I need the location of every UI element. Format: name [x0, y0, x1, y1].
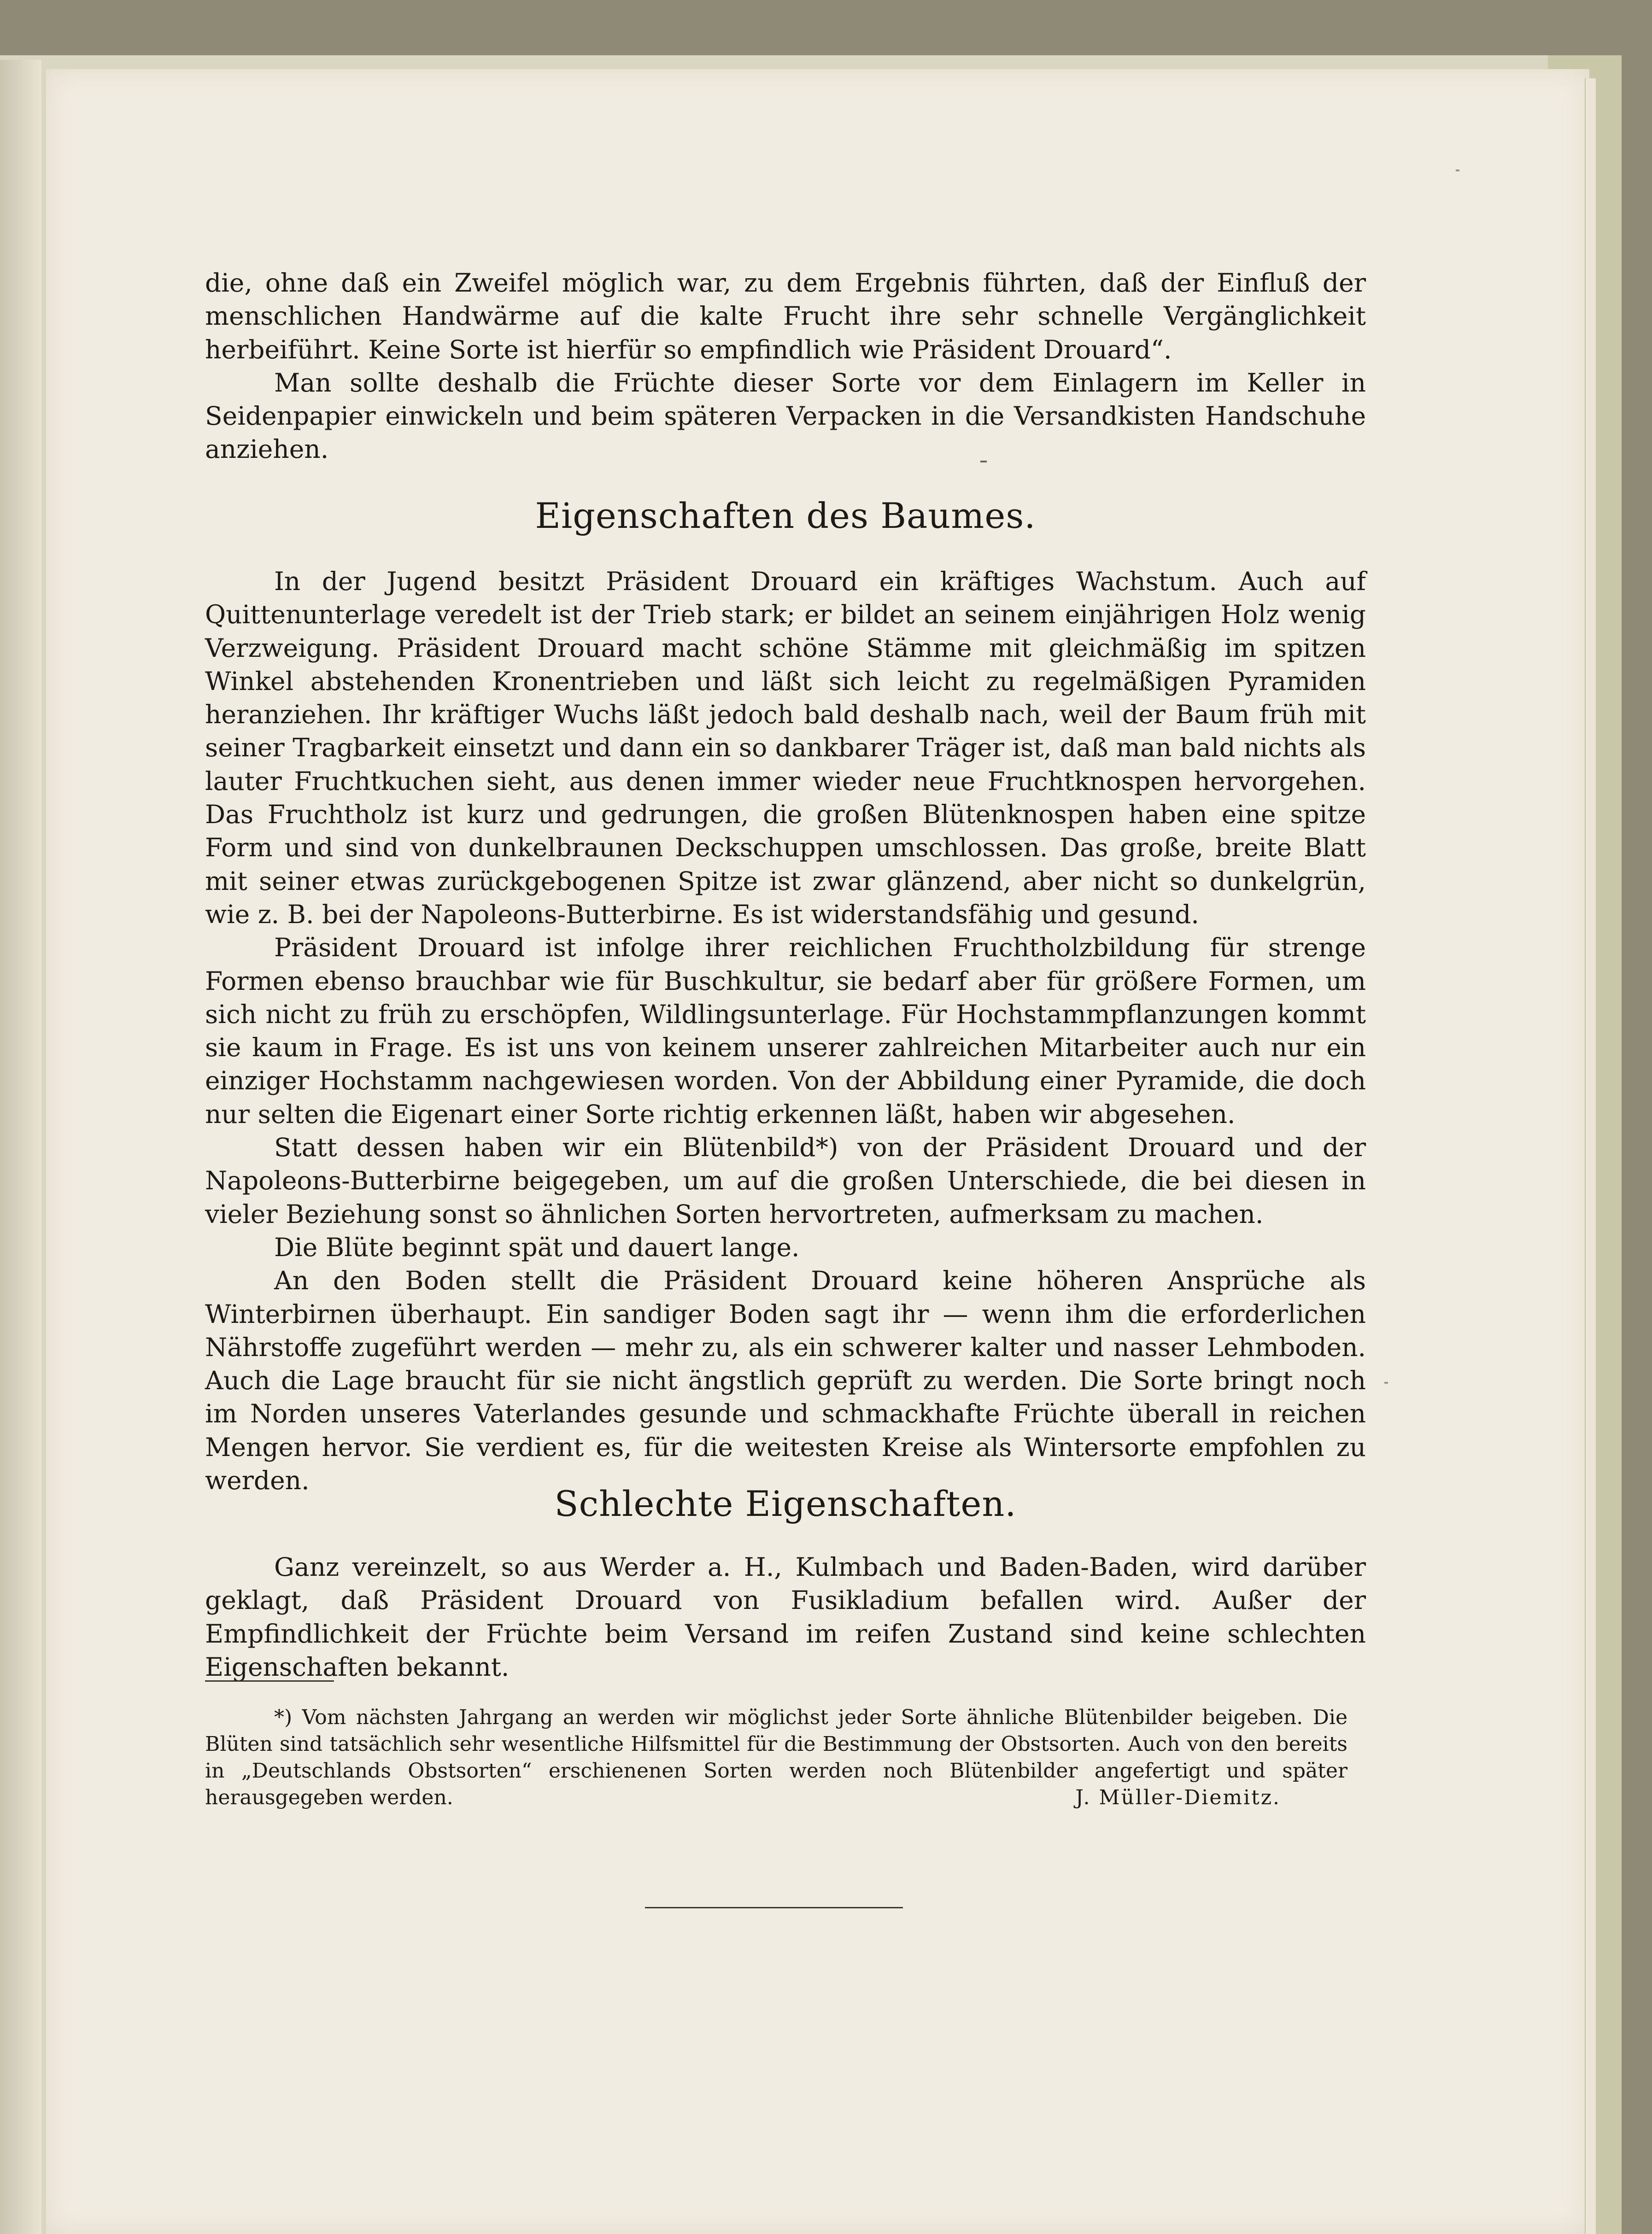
- end-rule: [645, 1907, 903, 1908]
- intro-text: [205, 266, 1366, 466]
- intro-paragraph-1: die, ohne daß ein Zweifel möglich war, zu dem Ergebnis führten, daß der Einfluß der menschlichen Handwärme auf die kalte Frucht ihre sehr schnelle Vergänglichkeit herbeiführt. Keine Sorte ist hierfür so empfindlich wie Präsident Drouard“.: [205, 268, 1366, 364]
- print-mark: [980, 461, 987, 462]
- footnote-signature: J. Müller-Diemitz.: [1075, 1786, 1281, 1809]
- facing-page-edge: [0, 60, 41, 2234]
- intro-paragraph-2: Man sollte deshalb die Früchte dieser Sorte vor dem Einlagern im Keller in Seidenpapier einwickeln und beim späteren Verpacken in die Versandkisten Handschuhe anziehen.: [205, 368, 1366, 464]
- section-2-paragraph-1: Ganz vereinzelt, so aus Werder a. H., Kulmbach und Baden-Baden, wird darüber geklagt, daß Präsident Drouard von Fusikladium befallen wird. Außer der Empfindlichkeit der Früchte beim Versand im reifen Zustand sind keine schlechten Eigenschaften bekannt.: [205, 1552, 1366, 1682]
- page-tab-strip: [1585, 78, 1596, 2234]
- paper-speck: [1456, 170, 1459, 171]
- paper-speck: [1384, 1382, 1388, 1384]
- section-tree-properties-text: [205, 565, 1366, 1497]
- section-heading-bad-properties: Schlechte Eigenschaften.: [554, 1483, 1017, 1524]
- section-1-paragraph-4: Die Blüte beginnt spät und dauert lange.: [274, 1232, 800, 1262]
- section-1-paragraph-2: Präsident Drouard ist infolge ihrer reichlichen Fruchtholzbildung für strenge Formen ebenso brauchbar wie für Buschkultur, sie bedarf aber für größere Formen, um sich nicht zu früh zu erschöpfen, Wildlingsunterlage. Für Hochstammpflanzungen kommt sie kaum in Frage. Es ist uns von keinem unserer zahlreichen Mitarbeiter auch nur ein einziger Hochstamm nachgewiesen worden. Von der Abbildung einer Pyramide, die doch nur selten die Eigenart einer Sorte richtig erkennen läßt, haben wir abgesehen.: [205, 933, 1366, 1129]
- footnote-rule: [205, 1680, 334, 1682]
- footnote-text: *) Vom nächsten Jahrgang an werden wir möglichst jeder Sorte ähnliche Blütenbilder beigeben. Die Blüten sind tatsächlich sehr wesentliche Hilfsmittel für die Bestimmung der Obstsorten. Auch von den bereits in „Deutschlands Obstsorten“ erschienenen Sorten werden noch Blütenbilder angefertigt und später herausgegeben werden.: [205, 1706, 1347, 1809]
- section-1-paragraph-5: An den Boden stellt die Präsident Drouard keine höheren Ansprüche als Winterbirnen überhaupt. Ein sandiger Boden sagt ihr — wenn ihm die erforderlichen Nährstoffe zugeführt werden — mehr zu, als ein schwerer kalter und nasser Lehmboden. Auch die Lage braucht für sie nicht ängstlich geprüft zu werden. Die Sorte bringt noch im Norden unseres Vaterlandes gesunde und schmackhafte Früchte überall in reichen Mengen hervor. Sie verdient es, für die weitesten Kreise als Wintersorte empfohlen zu werden.: [205, 1266, 1366, 1496]
- section-1-paragraph-3: Statt dessen haben wir ein Blütenbild*) von der Präsident Drouard und der Napoleons-Butterbirne beigegeben, um auf die großen Unterschiede, die bei diesen in vieler Beziehung sonst so ähnlichen Sorten hervortreten, aufmerksam zu machen.: [205, 1133, 1366, 1229]
- section-bad-properties-text: [205, 1550, 1366, 1684]
- section-heading-tree-properties: Eigenschaften des Baumes.: [535, 495, 1036, 536]
- section-1-paragraph-1: In der Jugend besitzt Präsident Drouard ein kräftiges Wachstum. Auch auf Quittenunterlage veredelt ist der Trieb stark; er bildet an seinem einjährigen Holz wenig Verzweigung. Präsident Drouard macht schöne Stämme mit gleichmäßig im spitzen Winkel abstehenden Kronentrieben und läßt sich leicht zu regelmäßigen Pyramiden heranziehen. Ihr kräftiger Wuchs läßt jedoch bald deshalb nach, weil der Baum früh mit seiner Tragbarkeit einsetzt und dann ein so dankbarer Träger ist, daß man bald nichts als lauter Fruchtkuchen sieht, aus denen immer wieder neue Fruchtknospen hervorgehen. Das Fruchtholz ist kurz und gedrungen, die großen Blütenknospen haben eine spitze Form und sind von dunkelbraunen Deckschuppen umschlossen. Das große, breite Blatt mit seiner etwas zurückgebogenen Spitze ist zwar glänzend, aber nicht so dunkelgrün, wie z. B. bei der Napoleons-Butterbirne. Es ist widerstandsfähig und gesund.: [205, 567, 1366, 929]
